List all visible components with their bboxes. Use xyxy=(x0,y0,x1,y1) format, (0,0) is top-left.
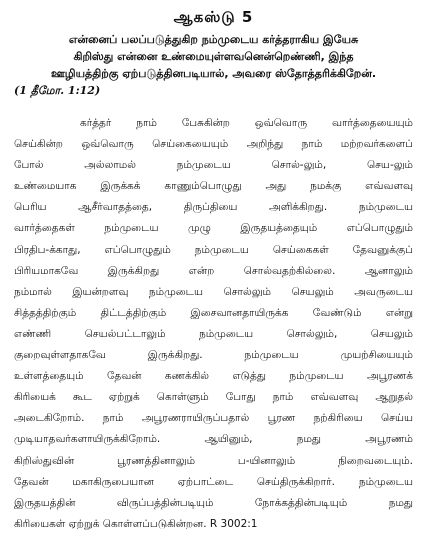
body-line: சித்தத்திற்கும் திட்டத்திற்கும் இசைவானதாயிருக்க வேண்டும் என்று xyxy=(14,306,413,319)
bible-verse xyxy=(14,31,413,99)
body-line: முடியாதவர்களாயிருக்கிறோம். ஆயினும், நமது அபூரணம் xyxy=(14,433,413,446)
body-line: கர்த்தர் நாம் பேசுகின்ற ஒவ்வொரு வார்த்தையையும் xyxy=(80,117,413,129)
body-line: பெரிய ஆசீர்வாதத்தை, திருப்தியை அளிக்கிறது. நம்முடைய xyxy=(14,201,413,214)
body-line: இருதயத்தின் விருப்பத்தின்படியும் நோக்கத்தின்படியும் நமது xyxy=(14,496,413,509)
body-line: தேவன் மகாகிருபையான ஏற்பாட்டை செய்திருக்கிறார். நம்முடைய xyxy=(14,475,413,488)
body-line: உள்ளத்தையும் தேவன் கணக்கில் எடுத்து நம்முடைய அபூரணக் xyxy=(14,370,413,383)
body-line: எண்ணி செயல்பட்டாலும் நம்முடைய சொல்லும், செயலும் xyxy=(14,327,413,340)
body-line: போல் அல்லாமல் நம்முடைய சொல்-லும், செய-லும் xyxy=(14,159,413,172)
devotional-body xyxy=(14,113,413,535)
verse-line: ஊழியத்திற்கு ஏற்படுத்தினபடியால், அவரை ஸ்தோத்தரிக்கிறேன். xyxy=(50,67,377,80)
body-line: வார்த்தைகள் நம்முடைய முழு இருதயத்தையும் எப்பொழுதும் xyxy=(14,222,413,235)
verse-line: என்னைப் பலப்படுத்துகிற நம்முடைய கர்த்தராகிய இயேசு xyxy=(68,33,359,46)
body-line: பிரதிப-க்காது, எப்பொழுதும் நம்முடைய செய்கைகள் தேவனுக்குப் xyxy=(14,243,413,256)
body-line: பிரியமாகவே இருக்கிறது என்ற சொல்வதற்கில்லை. ஆனாலும் xyxy=(14,264,413,277)
body-line: கிரியைக் கூட ஏற்றுக் கொள்ளும் போது நாம் எவ்வளவு ஆறுதல் xyxy=(14,391,413,404)
body-line: குறைவுள்ளதாகவே இருக்கிறது. நம்முடைய முயற்சியையும் xyxy=(14,349,413,362)
verse-reference: (1 தீமோ. 1:12) xyxy=(14,84,101,97)
body-line: அடைகிறோம். நாம் அபூரணராயிருப்பதால் பூரண நற்கிரியை செய்ய xyxy=(14,412,413,425)
body-line: நம்மால் இயன்றளவு நம்முடைய சொல்லும் செயலும் அவருடைய xyxy=(14,285,413,298)
body-line: செய்கின்ற ஒவ்வொரு செய்கையையும் அறிந்து நாம் மற்றவர்களைப் xyxy=(14,138,413,151)
date-heading: ஆகஸ்டு 5 xyxy=(173,8,254,26)
verse-line: கிறிஸ்து என்னை உண்மையுள்ளவனென்றெண்ணி, இந்த xyxy=(73,50,354,63)
body-line: கிரியைகள் ஏற்றுக் கொள்ளப்படுகின்றன. R 3002:1 xyxy=(14,517,258,530)
body-line: கிறிஸ்துவின் பூரணத்தினாலும் ப-யினாலும் நிறைவடையும். xyxy=(14,454,413,467)
body-line: உண்மையாக இருக்கக் காணும்பொழுது அது நமக்கு எவ்வளவு xyxy=(14,180,413,193)
